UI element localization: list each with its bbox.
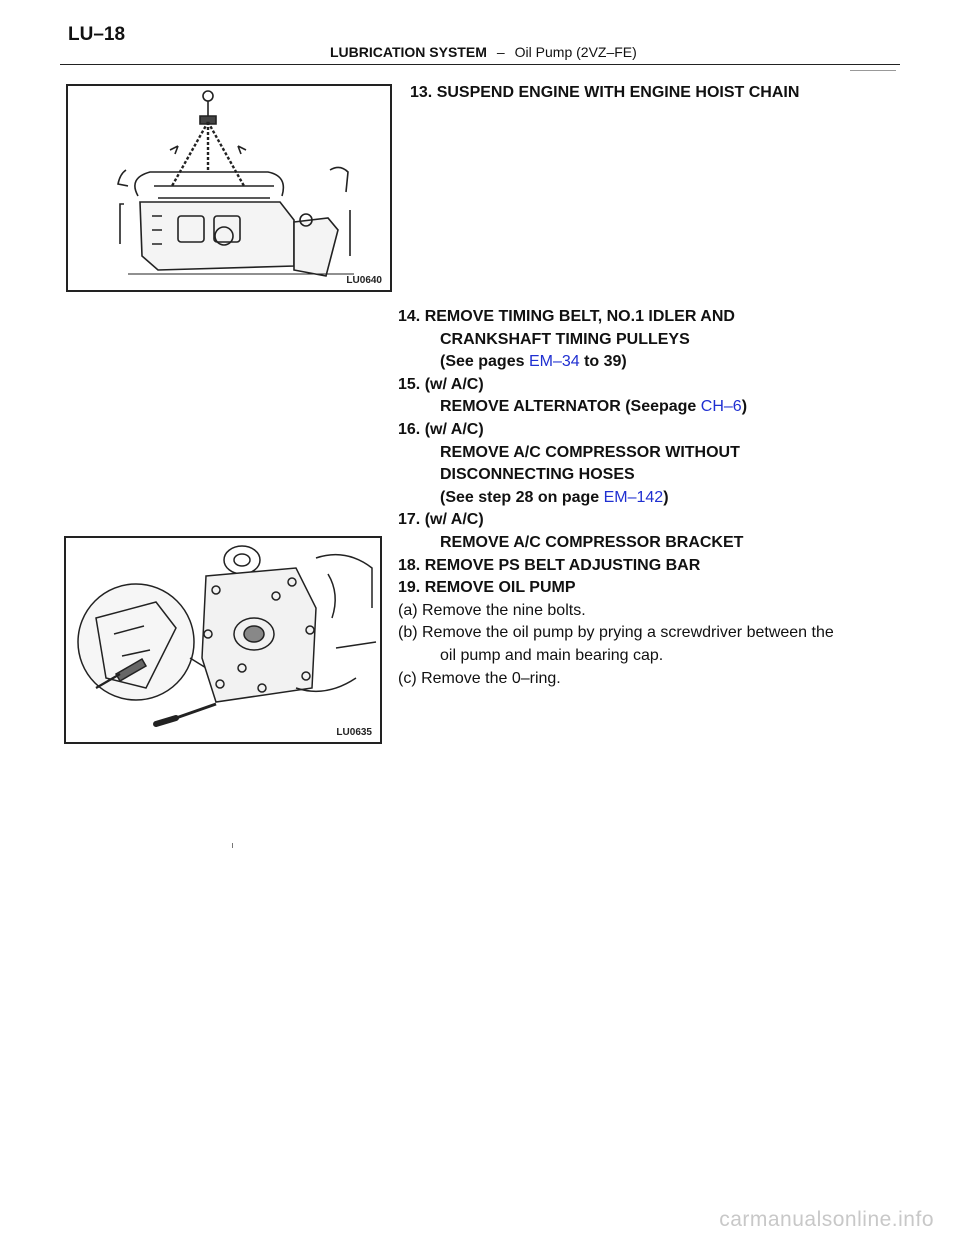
oil-pump-removal-figure	[64, 536, 382, 744]
step-14-reference	[398, 351, 918, 374]
header-separator: –	[496, 44, 505, 60]
step-19-c: (c) Remove the 0–ring.	[398, 669, 561, 687]
step-18-line: 18. REMOVE PS BELT ADJUSTING BAR	[398, 556, 701, 574]
link-em-142[interactable]: EM–142	[603, 488, 664, 506]
link-em-34[interactable]: EM–34	[528, 353, 580, 371]
step-15-reference	[398, 396, 918, 419]
step-19-title: 19. REMOVE OIL PUMP	[398, 579, 576, 597]
step-17-line: 17. (w/ A/C)	[398, 511, 484, 529]
section-title: LUBRICATION SYSTEM	[330, 44, 487, 60]
step-19-a: (a) Remove the nine bolts.	[398, 601, 586, 619]
step-16-line: DISCONNECTING HOSES	[440, 466, 635, 484]
link-ch-6[interactable]: CH–6	[700, 398, 742, 416]
engine-hoist-illustration-icon	[68, 86, 390, 290]
scan-mark	[232, 843, 233, 848]
reference-text: REMOVE ALTERNATOR (Seepage	[440, 398, 701, 416]
section-header	[330, 44, 637, 60]
step-17-line: REMOVE A/C COMPRESSOR BRACKET	[440, 533, 744, 551]
reference-text: )	[741, 398, 748, 416]
procedure-steps	[398, 306, 918, 690]
reference-text: (See pages	[440, 353, 529, 371]
reference-text: to 39)	[579, 353, 627, 371]
header-rule-tail	[850, 70, 896, 71]
header-rule	[60, 64, 900, 65]
step-16-line: 16. (w/ A/C)	[398, 420, 484, 438]
step-13-heading: 13. SUSPEND ENGINE WITH ENGINE HOIST CHAIN	[410, 84, 800, 101]
page-code: LU–18	[68, 24, 126, 45]
subsection-title: Oil Pump (2VZ–FE)	[514, 44, 637, 60]
reference-text: )	[663, 488, 669, 506]
step-14-line: CRANKSHAFT TIMING PULLEYS	[440, 330, 690, 348]
engine-hoist-figure	[66, 84, 392, 292]
figure-label: LU0635	[336, 727, 372, 738]
step-15-line: 15. (w/ A/C)	[398, 375, 484, 393]
watermark: carmanualsonline.info	[719, 1208, 934, 1231]
step-14-line: 14. REMOVE TIMING BELT, NO.1 IDLER AND	[398, 308, 735, 325]
step-19-b: (b) Remove the oil pump by prying a screwdriver between the	[398, 624, 834, 642]
step-19-b-continued: oil pump and main bearing cap.	[440, 646, 664, 664]
step-16-reference	[398, 487, 918, 510]
oil-pump-removal-illustration-icon	[66, 538, 380, 742]
step-16-line: REMOVE A/C COMPRESSOR WITHOUT	[440, 443, 740, 461]
figure-label: LU0640	[346, 275, 382, 286]
reference-text: (See step 28 on page	[440, 488, 604, 506]
